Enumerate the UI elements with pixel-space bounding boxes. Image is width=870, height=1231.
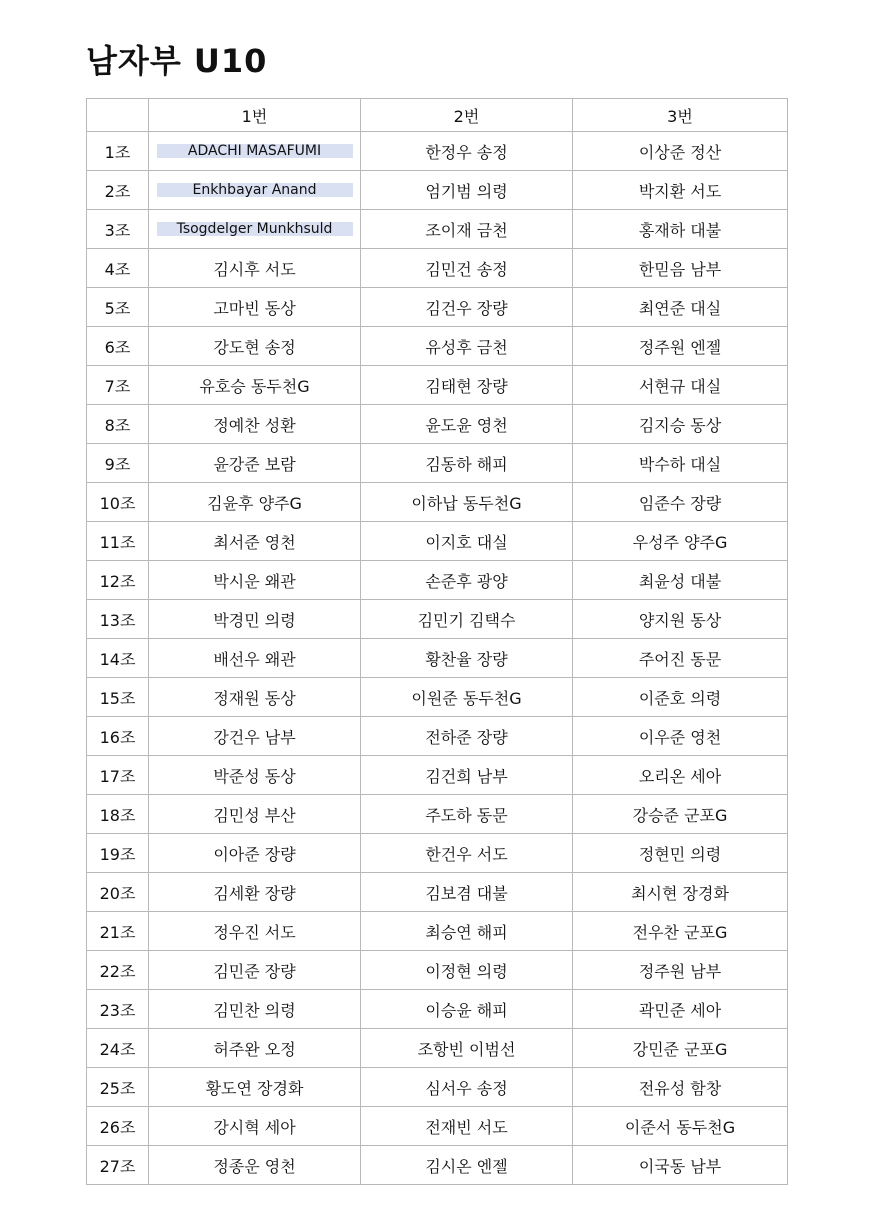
page-title: 남자부 U10 (86, 42, 268, 80)
seed-3-cell: 강민준 군포G (573, 1029, 788, 1068)
group-label: 16조 (87, 717, 149, 756)
group-label: 23조 (87, 990, 149, 1029)
table-row (87, 249, 788, 288)
highlighted-player-name: Tsogdelger Munkhsuld (157, 222, 353, 236)
seed-1-cell: 강시혁 세아 (149, 1107, 361, 1146)
group-label: 8조 (87, 405, 149, 444)
seed-3-cell: 정현민 의령 (573, 834, 788, 873)
seed-1-cell: 김윤후 양주G (149, 483, 361, 522)
group-label: 20조 (87, 873, 149, 912)
seed-2-cell: 이승윤 해피 (361, 990, 573, 1029)
seed-2-cell: 전재빈 서도 (361, 1107, 573, 1146)
seed-3-cell: 이우준 영천 (573, 717, 788, 756)
seed-1-cell: 박시운 왜관 (149, 561, 361, 600)
seed-1-cell: 정우진 서도 (149, 912, 361, 951)
group-label: 7조 (87, 366, 149, 405)
seed-3-cell: 임준수 장량 (573, 483, 788, 522)
seed-2-cell: 최승연 해피 (361, 912, 573, 951)
table-row (87, 873, 788, 912)
table-row (87, 288, 788, 327)
seed-2-cell: 이정현 의령 (361, 951, 573, 990)
group-label: 13조 (87, 600, 149, 639)
table-row (87, 678, 788, 717)
group-table (86, 98, 788, 1185)
group-label: 15조 (87, 678, 149, 717)
seed-2-cell: 윤도윤 영천 (361, 405, 573, 444)
seed-3-cell: 서현규 대실 (573, 366, 788, 405)
seed-1-cell: 박준성 동상 (149, 756, 361, 795)
seed-3-cell: 홍재하 대불 (573, 210, 788, 249)
table-row (87, 717, 788, 756)
group-label: 4조 (87, 249, 149, 288)
seed-3-cell: 박수하 대실 (573, 444, 788, 483)
table-header-row (87, 99, 788, 132)
group-label: 12조 (87, 561, 149, 600)
table-row (87, 834, 788, 873)
seed-2-cell: 전하준 장량 (361, 717, 573, 756)
table-row (87, 756, 788, 795)
seed-1-cell: 허주완 오정 (149, 1029, 361, 1068)
seed-3-cell: 김지승 동상 (573, 405, 788, 444)
seed-3-cell: 우성주 양주G (573, 522, 788, 561)
seed-2-cell: 김태현 장량 (361, 366, 573, 405)
seed-2-cell: 이원준 동두천G (361, 678, 573, 717)
seed-1-cell: 최서준 영천 (149, 522, 361, 561)
seed-2-cell: 조이재 금천 (361, 210, 573, 249)
table-row (87, 1068, 788, 1107)
seed-3-cell: 이준서 동두천G (573, 1107, 788, 1146)
seed-2-cell: 심서우 송정 (361, 1068, 573, 1107)
seed-1-cell: 김민준 장량 (149, 951, 361, 990)
highlighted-player-name: ADACHI MASAFUMI (157, 144, 353, 158)
table-row (87, 1146, 788, 1185)
header-corner (87, 99, 149, 132)
group-label: 25조 (87, 1068, 149, 1107)
seed-3-cell: 박지환 서도 (573, 171, 788, 210)
group-label: 2조 (87, 171, 149, 210)
group-label: 6조 (87, 327, 149, 366)
seed-1-cell: 황도연 장경화 (149, 1068, 361, 1107)
seed-1-cell: 김세환 장량 (149, 873, 361, 912)
seed-3-cell: 전유성 함창 (573, 1068, 788, 1107)
group-label: 3조 (87, 210, 149, 249)
table-row (87, 990, 788, 1029)
seed-3-cell: 전우찬 군포G (573, 912, 788, 951)
seed-1-cell: 고마빈 동상 (149, 288, 361, 327)
seed-2-cell: 이지호 대실 (361, 522, 573, 561)
seed-2-cell: 한건우 서도 (361, 834, 573, 873)
group-label: 14조 (87, 639, 149, 678)
group-label: 9조 (87, 444, 149, 483)
seed-2-cell: 황찬율 장량 (361, 639, 573, 678)
table-row (87, 1029, 788, 1068)
seed-3-cell: 정주원 남부 (573, 951, 788, 990)
table-row (87, 171, 788, 210)
header-seed-2: 2번 (361, 99, 573, 132)
header-seed-1: 1번 (149, 99, 361, 132)
seed-2-cell: 김보겸 대불 (361, 873, 573, 912)
seed-2-cell: 한정우 송정 (361, 132, 573, 171)
seed-2-cell: 엄기범 의령 (361, 171, 573, 210)
group-label: 11조 (87, 522, 149, 561)
group-label: 21조 (87, 912, 149, 951)
seed-1-cell: 강도현 송정 (149, 327, 361, 366)
seed-1-cell (149, 210, 361, 249)
table-row (87, 132, 788, 171)
seed-2-cell: 김동하 해피 (361, 444, 573, 483)
seed-3-cell: 곽민준 세아 (573, 990, 788, 1029)
seed-3-cell: 최윤성 대불 (573, 561, 788, 600)
table-row (87, 366, 788, 405)
seed-3-cell: 최시현 장경화 (573, 873, 788, 912)
seed-3-cell: 최연준 대실 (573, 288, 788, 327)
seed-1-cell: 정예찬 성환 (149, 405, 361, 444)
seed-1-cell: 이아준 장량 (149, 834, 361, 873)
seed-3-cell: 이상준 정산 (573, 132, 788, 171)
group-label: 24조 (87, 1029, 149, 1068)
seed-3-cell: 오리온 세아 (573, 756, 788, 795)
seed-2-cell: 조항빈 이범선 (361, 1029, 573, 1068)
seed-2-cell: 손준후 광양 (361, 561, 573, 600)
header-seed-3: 3번 (573, 99, 788, 132)
seed-3-cell: 정주원 엔젤 (573, 327, 788, 366)
seed-1-cell: 강건우 남부 (149, 717, 361, 756)
seed-3-cell: 이국동 남부 (573, 1146, 788, 1185)
seed-1-cell: 배선우 왜관 (149, 639, 361, 678)
seed-1-cell: 박경민 의령 (149, 600, 361, 639)
table-row (87, 1107, 788, 1146)
seed-2-cell: 주도하 동문 (361, 795, 573, 834)
seed-2-cell: 김건희 남부 (361, 756, 573, 795)
seed-2-cell: 김민건 송정 (361, 249, 573, 288)
table-row (87, 951, 788, 990)
seed-3-cell: 한믿음 남부 (573, 249, 788, 288)
seed-1-cell: 김시후 서도 (149, 249, 361, 288)
table-row (87, 483, 788, 522)
seed-2-cell: 김민기 김택수 (361, 600, 573, 639)
seed-2-cell: 김시온 엔젤 (361, 1146, 573, 1185)
seed-2-cell: 이하납 동두천G (361, 483, 573, 522)
highlighted-player-name: Enkhbayar Anand (157, 183, 353, 197)
table-row (87, 561, 788, 600)
seed-3-cell: 주어진 동문 (573, 639, 788, 678)
group-label: 27조 (87, 1146, 149, 1185)
group-label: 26조 (87, 1107, 149, 1146)
seed-1-cell: 김민성 부산 (149, 795, 361, 834)
group-label: 22조 (87, 951, 149, 990)
seed-1-cell: 정종운 영천 (149, 1146, 361, 1185)
group-table-body (87, 132, 788, 1185)
seed-1-cell: 윤강준 보람 (149, 444, 361, 483)
group-label: 5조 (87, 288, 149, 327)
table-row (87, 405, 788, 444)
table-row (87, 639, 788, 678)
group-label: 1조 (87, 132, 149, 171)
group-label: 19조 (87, 834, 149, 873)
seed-2-cell: 유성후 금천 (361, 327, 573, 366)
table-row (87, 327, 788, 366)
group-label: 18조 (87, 795, 149, 834)
table-row (87, 444, 788, 483)
seed-1-cell: 김민찬 의령 (149, 990, 361, 1029)
group-label: 10조 (87, 483, 149, 522)
group-label: 17조 (87, 756, 149, 795)
seed-2-cell: 김건우 장량 (361, 288, 573, 327)
table-row (87, 210, 788, 249)
table-row (87, 522, 788, 561)
seed-3-cell: 이준호 의령 (573, 678, 788, 717)
seed-1-cell: 정재원 동상 (149, 678, 361, 717)
table-row (87, 600, 788, 639)
seed-1-cell (149, 132, 361, 171)
seed-3-cell: 강승준 군포G (573, 795, 788, 834)
seed-1-cell (149, 171, 361, 210)
table-row (87, 795, 788, 834)
table-row (87, 912, 788, 951)
seed-3-cell: 양지원 동상 (573, 600, 788, 639)
seed-1-cell: 유호승 동두천G (149, 366, 361, 405)
